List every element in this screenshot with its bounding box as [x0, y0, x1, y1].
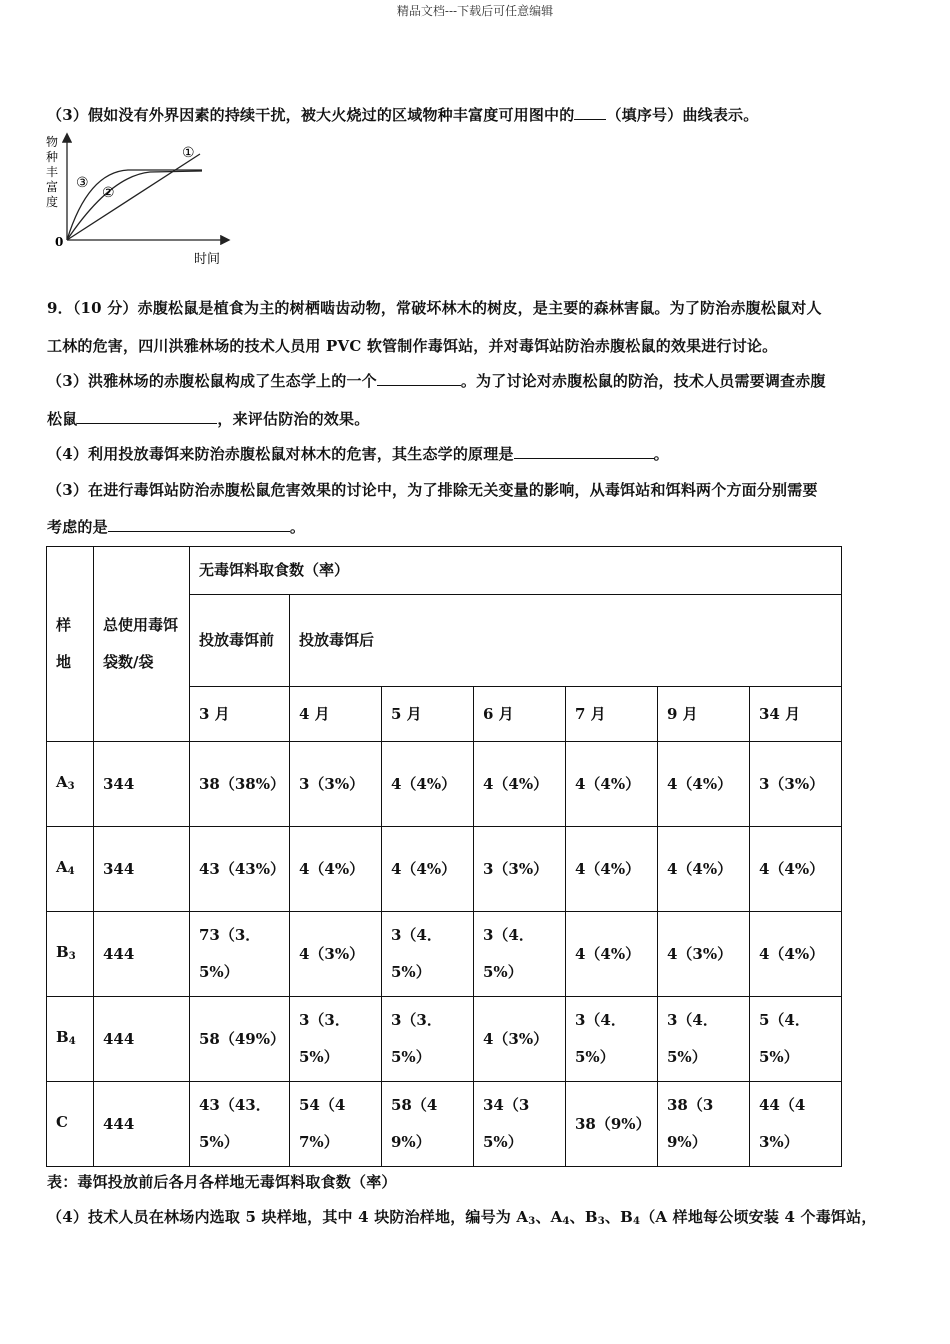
q9-sub-3-line-1: [47, 370, 826, 391]
question-3-line: [47, 104, 758, 125]
origin-label: 0: [55, 235, 64, 249]
rate-cell: 4（4%）: [750, 827, 842, 912]
q3-text-after: （填序号）曲线表示。: [606, 106, 759, 124]
q4-text-b: 、A: [535, 1208, 563, 1226]
site-cell: [47, 742, 94, 827]
rate-cell: 5（4．5%）: [750, 997, 842, 1082]
bags-cell: 344: [94, 827, 190, 912]
site-letter: B: [56, 1027, 69, 1046]
rate-cell: 4（4%）: [382, 827, 474, 912]
x-axis-label: 时间: [194, 252, 221, 267]
q9-sub-3-text-3: 松鼠: [47, 410, 78, 428]
header-site: 样地: [47, 547, 94, 742]
rate-cell: 73（3．5%）: [190, 912, 290, 997]
header-before: 投放毒饵前: [190, 595, 290, 687]
rate-cell: 43（43%）: [190, 827, 290, 912]
rate-cell: 44（43%）: [750, 1082, 842, 1167]
site-subscript: 4: [67, 865, 75, 877]
q9-sub-3-text: （3）洪雅林场的赤腹松鼠构成了生态学上的一个: [47, 372, 377, 390]
q4-sub-1: 3: [528, 1216, 536, 1227]
rate-cell: 4（4%）: [566, 742, 658, 827]
q9-sub-4-end: 。: [653, 445, 669, 463]
q9-sub-3-line-2: [47, 408, 369, 429]
rate-cell: 4（4%）: [566, 827, 658, 912]
y-label-char: 种: [46, 150, 59, 164]
site-cell: [47, 912, 94, 997]
rate-cell: 4（4%）: [474, 742, 566, 827]
q9-sub-4b-line: [47, 1206, 877, 1227]
month-header: 7 月: [566, 687, 658, 742]
site-letter: B: [56, 942, 69, 961]
rate-cell: 3（4．5%）: [566, 997, 658, 1082]
q4-text-d: 、B: [604, 1208, 634, 1226]
q4-text-e: （A 样地每公顷安装 4 个毒饵站，: [640, 1208, 877, 1226]
site-letter: A: [56, 772, 68, 791]
site-letter: C: [56, 1112, 68, 1131]
month-header: 5 月: [382, 687, 474, 742]
header-bags: 总使用毒饵袋数/袋: [94, 547, 190, 742]
rate-cell: 3（4．5%）: [658, 997, 750, 1082]
q9-sub-3-text-4: ，来评估防治的效果。: [217, 410, 370, 428]
rate-cell: 3（3．5%）: [382, 997, 474, 1082]
y-label-char: 富: [46, 180, 59, 194]
rate-cell: 38（38%）: [190, 742, 290, 827]
month-header: 9 月: [658, 687, 750, 742]
q4-sub-4: 4: [633, 1216, 641, 1227]
rate-cell: 4（4%）: [658, 827, 750, 912]
curve-3-label: ③: [76, 175, 89, 191]
site-subscript: 4: [68, 1035, 76, 1047]
rate-cell: 3（3%）: [290, 742, 382, 827]
rate-cell: 3（3%）: [474, 827, 566, 912]
rate-cell: 54（47%）: [290, 1082, 382, 1167]
bags-cell: 444: [94, 1082, 190, 1167]
y-label-char: 度: [46, 195, 59, 209]
q4-text-a: （4）技术人员在林场内选取 5 块样地，其中 4 块防治样地，编号为 A: [47, 1208, 529, 1226]
rate-cell: 4（4%）: [566, 912, 658, 997]
bait-data-table: [46, 546, 842, 1167]
q9-sub-5-line-1: （3）在进行毒饵站防治赤腹松鼠危害效果的讨论中，为了排除无关变量的影响，从毒饵站和饵料两个方面分别需要: [47, 481, 818, 499]
table-row: [47, 912, 842, 997]
answer-blank[interactable]: [574, 105, 606, 120]
site-cell: [47, 997, 94, 1082]
site-subscript: 3: [67, 780, 75, 792]
q4-text-c: 、B: [569, 1208, 598, 1226]
table-row: [47, 997, 842, 1082]
month-header: 4 月: [290, 687, 382, 742]
q9-sub-5-line-2: [47, 516, 305, 537]
q9-intro-line-1: 9．（10 分）赤腹松鼠是植食为主的树栖啮齿动物，常破坏林木的树皮，是主要的森林害鼠。为了防治赤腹松鼠对人: [47, 299, 822, 317]
table-row: [47, 827, 842, 912]
rate-cell: 3（4．5%）: [382, 912, 474, 997]
rate-cell: 4（3%）: [658, 912, 750, 997]
q9-sub-3-text-2: 。为了讨论对赤腹松鼠的防治，技术人员需要调查赤腹: [460, 372, 826, 390]
month-header: 34 月: [750, 687, 842, 742]
q9-sub-5-end: 。: [289, 518, 306, 536]
site-cell: [47, 827, 94, 912]
answer-blank[interactable]: [514, 444, 654, 459]
q4-sub-3: 3: [597, 1216, 605, 1227]
table-row: [47, 742, 842, 827]
q3-text-before: （3）假如没有外界因素的持续干扰，被大火烧过的区域物种丰富度可用图中的: [47, 106, 575, 124]
answer-blank[interactable]: [377, 371, 461, 386]
rate-cell: 38（39%）: [658, 1082, 750, 1167]
y-label-char: 丰: [46, 165, 59, 179]
rate-cell: 38（9%）: [566, 1082, 658, 1167]
bags-cell: 444: [94, 912, 190, 997]
rate-cell: 58（49%）: [382, 1082, 474, 1167]
rate-cell: 4（4%）: [658, 742, 750, 827]
page-header: 精品文档---下载后可任意编辑: [396, 4, 554, 18]
header-rate: 无毒饵料取食数（率）: [190, 547, 842, 595]
bags-cell: 344: [94, 742, 190, 827]
rate-cell: 4（4%）: [750, 912, 842, 997]
rate-cell: 43（43．5%）: [190, 1082, 290, 1167]
answer-blank[interactable]: [108, 517, 290, 532]
rate-cell: 3（3%）: [750, 742, 842, 827]
rate-cell: 3（4．5%）: [474, 912, 566, 997]
q9-intro-line-2: 工林的危害，四川洪雅林场的技术人员用 PVC 软管制作毒饵站，并对毒饵站防治赤腹松鼠的效果进行讨论。: [47, 337, 778, 355]
q9-sub-4-line: [47, 443, 669, 464]
table-caption: 表：毒饵投放前后各月各样地无毒饵料取食数（率）: [47, 1173, 397, 1191]
y-label-char: 物: [46, 135, 59, 149]
site-subscript: 3: [68, 950, 76, 962]
q4-sub-2: 4: [562, 1216, 570, 1227]
table-row: [47, 1082, 842, 1167]
month-header: 3 月: [190, 687, 290, 742]
rate-cell: 34（35%）: [474, 1082, 566, 1167]
bags-cell: 444: [94, 997, 190, 1082]
rate-cell: 3（3．5%）: [290, 997, 382, 1082]
month-header: 6 月: [474, 687, 566, 742]
rate-cell: 58（49%）: [190, 997, 290, 1082]
rate-cell: 4（4%）: [290, 827, 382, 912]
site-cell: [47, 1082, 94, 1167]
rate-cell: 4（3%）: [290, 912, 382, 997]
rate-cell: 4（4%）: [382, 742, 474, 827]
species-richness-graph: [40, 130, 240, 270]
header-after: 投放毒饵后: [290, 595, 842, 687]
rate-cell: 4（3%）: [474, 997, 566, 1082]
curve-1-label: ①: [182, 145, 195, 161]
site-letter: A: [56, 857, 68, 876]
curve-2-label: ②: [102, 185, 115, 201]
answer-blank[interactable]: [77, 409, 217, 424]
table-header-row: [47, 547, 842, 595]
q9-sub-5-text: 考虑的是: [47, 518, 108, 536]
q9-sub-4-text: （4）利用投放毒饵来防治赤腹松鼠对林木的危害，其生态学的原理是: [47, 445, 514, 463]
